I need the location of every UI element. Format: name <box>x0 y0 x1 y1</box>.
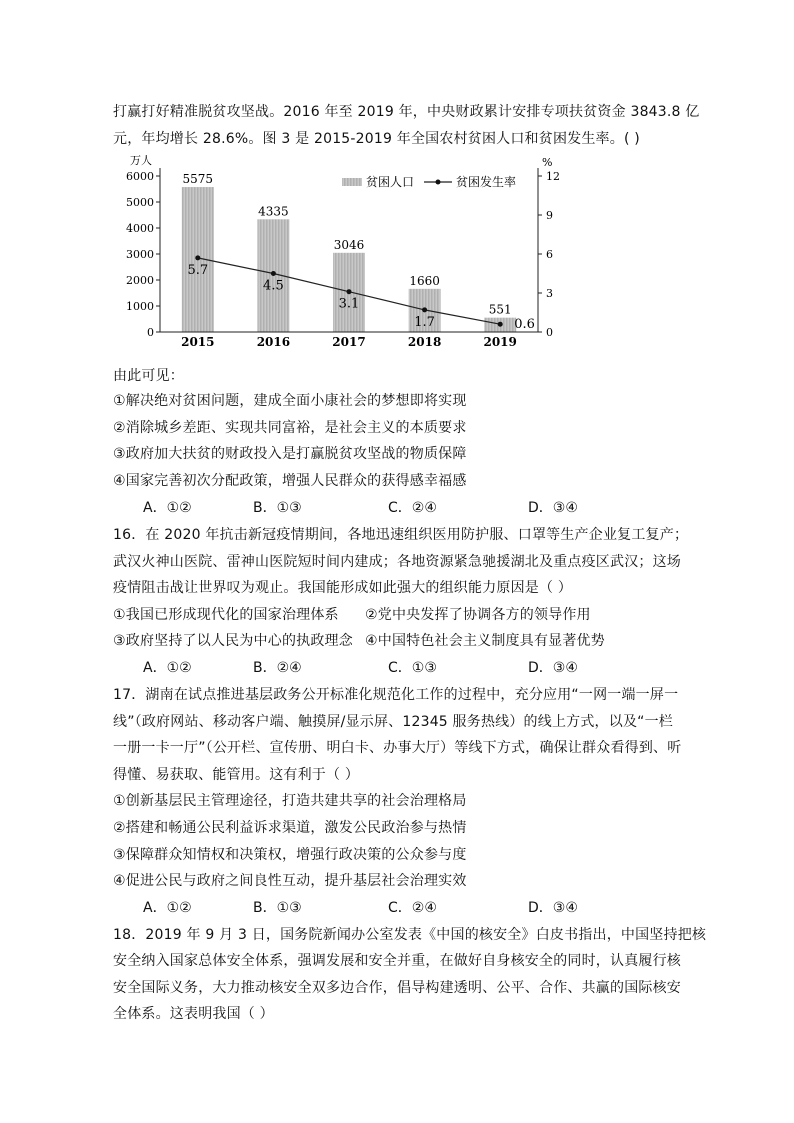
left-axis-unit: 万人 <box>130 154 152 167</box>
q15-statement-4: ④国家完善初次分配政策，增强人民群众的获得感幸福感 <box>113 473 467 489</box>
q15-choice-b[interactable]: B．①③ <box>253 500 302 516</box>
rate-point <box>347 289 352 294</box>
bar-value-label: 4335 <box>258 204 289 219</box>
x-tick-label: 2019 <box>483 335 517 349</box>
legend-bar-label: 贫困人口 <box>366 175 415 189</box>
q16-statement-3: ③政府坚持了以人民为中心的执政理念 <box>113 633 353 649</box>
q18-line-1: 18．2019 年 9 月 3 日，国务院新闻办公室发表《中国的核安全》白皮书指出，中国坚持把核 <box>113 927 707 943</box>
q15-choice-c[interactable]: C．②④ <box>388 500 437 516</box>
intro-line-2: 元，年均增长 28.6%。图 3 是 2015-2019 年全国农村贫困人口和贫困发生率。( ) <box>113 131 640 147</box>
q17-choice-c[interactable]: C．②④ <box>388 900 437 916</box>
q16-line-1: 16．在 2020 年抗击新冠疫情期间，各地迅速组织医用防护服、口罩等生产企业复工复产； <box>113 527 689 543</box>
right-tick-label: 6 <box>546 248 553 261</box>
rate-value-label: 3.1 <box>338 296 360 312</box>
left-tick-label: 6000 <box>126 170 154 183</box>
q15-lead: 由此可见： <box>113 368 184 384</box>
rate-point <box>271 271 276 276</box>
q18-line-4: 全体系。这表明我国（ ） <box>113 1006 274 1022</box>
q16-choice-d[interactable]: D．③④ <box>528 660 578 676</box>
q17-line-3: 一册一卡一厅”（公开栏、宣传册、明白卡、办事大厅）等线下方式，确保让群众看得到、听 <box>113 740 682 756</box>
left-tick-label: 5000 <box>126 196 154 209</box>
q17-choice-d[interactable]: D．③④ <box>528 900 578 916</box>
rate-value-label: 5.7 <box>187 262 209 278</box>
rate-value-label: 4.5 <box>263 278 284 294</box>
legend-bar-swatch <box>342 178 362 186</box>
q17-line-1: 17．湖南在试点推进基层政务公开标准化规范化工作的过程中，充分应用“一网一端一屏一 <box>113 687 679 703</box>
q15-choice-d[interactable]: D．③④ <box>528 500 578 516</box>
rate-point <box>195 255 200 260</box>
left-tick-label: 2000 <box>126 274 154 287</box>
q15-statement-2: ②消除城乡差距、实现共同富裕，是社会主义的本质要求 <box>113 420 467 436</box>
right-tick-label: 9 <box>546 209 553 222</box>
left-tick-label: 3000 <box>126 248 154 261</box>
x-tick-label: 2015 <box>181 335 215 349</box>
q17-choice-a[interactable]: A．①② <box>143 900 192 916</box>
q16-choice-b[interactable]: B．②④ <box>253 660 302 676</box>
rate-value-label: 1.7 <box>414 314 435 330</box>
q16-statement-2: ②党中央发挥了协调各方的领导作用 <box>365 607 591 623</box>
right-tick-label: 12 <box>546 170 560 183</box>
q17-choice-b[interactable]: B．①③ <box>253 900 302 916</box>
rate-point <box>422 307 427 312</box>
q15-statement-1: ①解决绝对贫困问题，建成全面小康社会的梦想即将实现 <box>113 393 467 409</box>
x-tick-label: 2017 <box>332 335 366 349</box>
poverty-chart <box>110 150 570 350</box>
right-tick-label: 3 <box>546 287 553 300</box>
q18-line-2: 安全纳入国家总体安全体系，强调发展和安全并重，在做好自身核安全的同时，认真履行核 <box>113 953 681 969</box>
q16-line-2: 武汉火神山医院、雷神山医院短时间内建成；各地资源紧急驰援湖北及重点疫区武汉；这场 <box>113 554 681 570</box>
x-tick-label: 2018 <box>407 335 442 349</box>
x-tick-label: 2016 <box>256 335 291 349</box>
right-axis-unit: % <box>542 156 553 169</box>
left-tick-label: 1000 <box>126 300 154 313</box>
bar-value-label: 5575 <box>182 172 214 187</box>
q15-choice-a[interactable]: A．①② <box>143 500 192 516</box>
bar-value-label: 1660 <box>409 273 440 288</box>
intro-line-1: 打赢打好精准脱贫攻坚战。2016 年至 2019 年，中央财政累计安排专项扶贫资金 3843.8 亿 <box>113 104 700 120</box>
bar-value-label: 551 <box>488 302 512 317</box>
q17-line-4: 得懂、易获取、能管用。这有利于（ ） <box>113 767 360 783</box>
bar-value-label: 3046 <box>333 237 365 252</box>
q18-line-3: 安全国际义务，大力推动核安全双多边合作，倡导构建透明、公平、合作、共赢的国际核安 <box>113 980 681 996</box>
q16-choice-c[interactable]: C．①③ <box>388 660 437 676</box>
left-tick-label: 0 <box>147 326 154 339</box>
q17-statement-2: ②搭建和畅通公民利益诉求渠道，激发公民政治参与热情 <box>113 820 467 836</box>
rate-point <box>498 322 503 327</box>
q16-choice-a[interactable]: A．①② <box>143 660 192 676</box>
legend-line-marker <box>436 180 441 185</box>
q16-statement-1: ①我国已形成现代化的国家治理体系 <box>113 607 339 623</box>
q17-statement-4: ④促进公民与政府之间良性互动，提升基层社会治理实效 <box>113 873 467 889</box>
q17-statement-1: ①创新基层民主管理途径，打造共建共享的社会治理格局 <box>113 793 467 809</box>
legend-line-label: 贫困发生率 <box>456 175 517 189</box>
right-tick-label: 0 <box>546 326 553 339</box>
left-tick-label: 4000 <box>126 222 154 235</box>
q17-statement-3: ③保障群众知情权和决策权，增强行政决策的公众参与度 <box>113 847 467 863</box>
chart-legend <box>342 174 516 189</box>
q15-statement-3: ③政府加大扶贫的财政投入是打赢脱贫攻坚战的物质保障 <box>113 446 467 462</box>
q16-statement-4: ④中国特色社会主义制度具有显著优势 <box>365 633 605 649</box>
rate-value-label: 0.6 <box>514 317 535 333</box>
q17-line-2: 线”（政府网站、移动客户端、触摸屏/显示屏、12345 服务热线）的线上方式，以及“一栏 <box>113 714 674 730</box>
q16-line-3: 疫情阻击战让世界叹为观止。我国能形成如此强大的组织能力原因是（ ） <box>113 580 573 596</box>
